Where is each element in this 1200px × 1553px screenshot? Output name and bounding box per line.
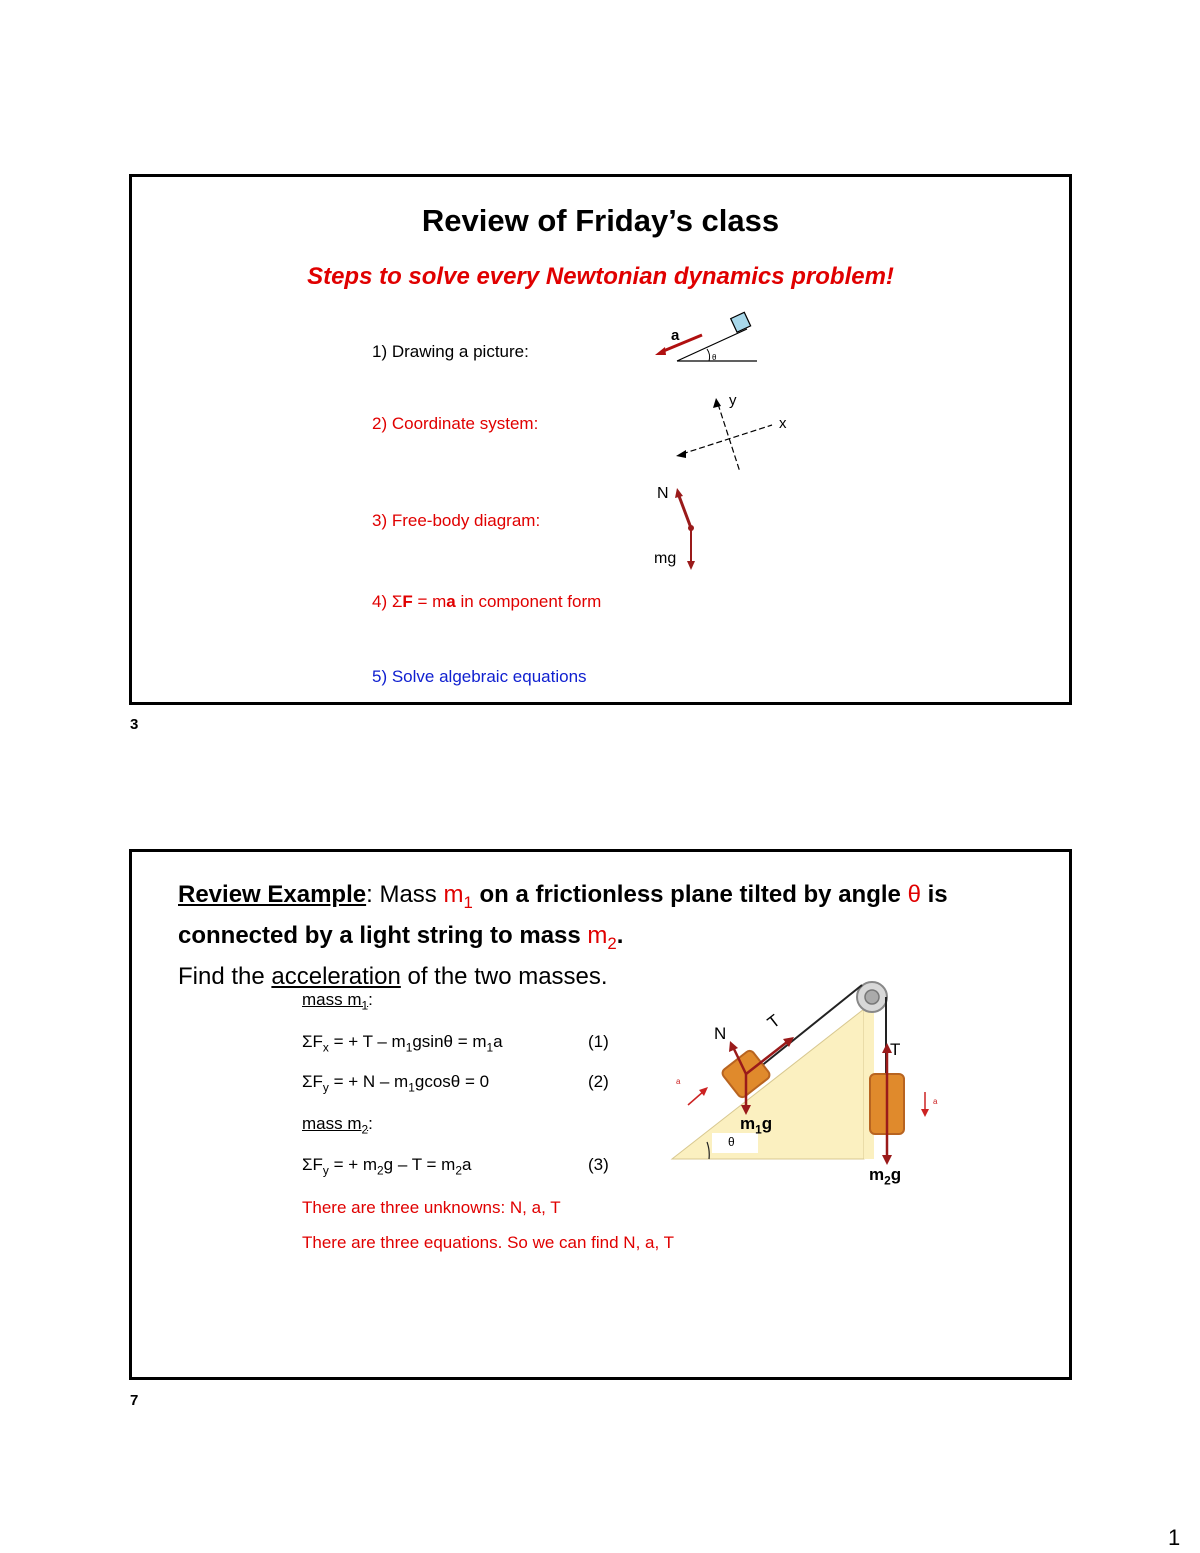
fig-accel-label-1: a xyxy=(676,1077,681,1086)
equation-3: $\Sigma F_y$ = + $m_2g - T = m_2a$ xyxy=(302,1155,472,1178)
step-5: 5) Solve algebraic equations xyxy=(372,667,587,686)
unknowns-note: There are three unknowns: N, a, T xyxy=(302,1198,561,1217)
accel-label: a xyxy=(671,327,680,344)
step-3: 3) Free-body diagram: xyxy=(372,511,541,530)
fig-theta-label: θ xyxy=(728,1135,735,1149)
equation-1: $\Sigma F_x$ = + $T - m_1gsin\theta = m_1a$ xyxy=(302,1032,503,1055)
incline-pulley-figure xyxy=(652,967,952,1192)
fig-tension-label-2: T xyxy=(890,1040,901,1059)
slide-title: Review of Friday’s class xyxy=(421,203,780,238)
weight-label: mg xyxy=(654,550,677,567)
fig-m2g-label: $m_2g$ xyxy=(869,1165,902,1188)
incline-drawing xyxy=(647,309,767,369)
axis-x-label: x xyxy=(779,415,787,432)
slide-number-3: 3 xyxy=(130,716,139,733)
equation-1-number: (1) xyxy=(588,1032,609,1051)
axis-y-label: y xyxy=(729,392,737,409)
equations-note: There are three equations. So we can find N, a, T xyxy=(302,1233,675,1252)
step-2: 2) Coordinate system: xyxy=(372,414,539,433)
equation-2: $\Sigma F_y$ = + $N - m_1gcos\theta = 0$ xyxy=(302,1072,490,1095)
fig-normal-label: N xyxy=(714,1024,727,1043)
angle-label: θ xyxy=(712,353,717,362)
slide-number-7: 7 xyxy=(130,1392,139,1409)
page-number: 1 xyxy=(1168,1525,1181,1550)
slide-7 xyxy=(129,849,1072,1380)
example-heading: Review Example: Mass $m_1$ on a frictionless plane tilted by angle θ is connected by a light string to mass $m_2$. Find the acceleration of the two masses. xyxy=(178,881,948,990)
mass2-heading: mass $m_2$: xyxy=(302,1114,373,1137)
fig-accel-label-2: a xyxy=(933,1097,938,1106)
slide-subtitle: Steps to solve every Newtonian dynamics problem! xyxy=(307,263,894,290)
normal-force-label: N xyxy=(657,485,669,502)
mass1-heading: mass $m_1$: xyxy=(302,990,373,1013)
review-example-label: Review Example xyxy=(178,881,367,908)
step-1: 1) Drawing a picture: xyxy=(372,342,529,361)
equation-3-number: (3) xyxy=(588,1155,609,1174)
equation-2-number: (2) xyxy=(588,1072,609,1091)
coordinate-axes xyxy=(672,392,782,477)
fig-m1g-label: $m_1g$ xyxy=(740,1114,773,1137)
step-4: 4) ΣF = ma in component form xyxy=(372,592,602,611)
slide-3 xyxy=(129,174,1072,705)
fig-tension-label-1: T xyxy=(763,1010,784,1033)
